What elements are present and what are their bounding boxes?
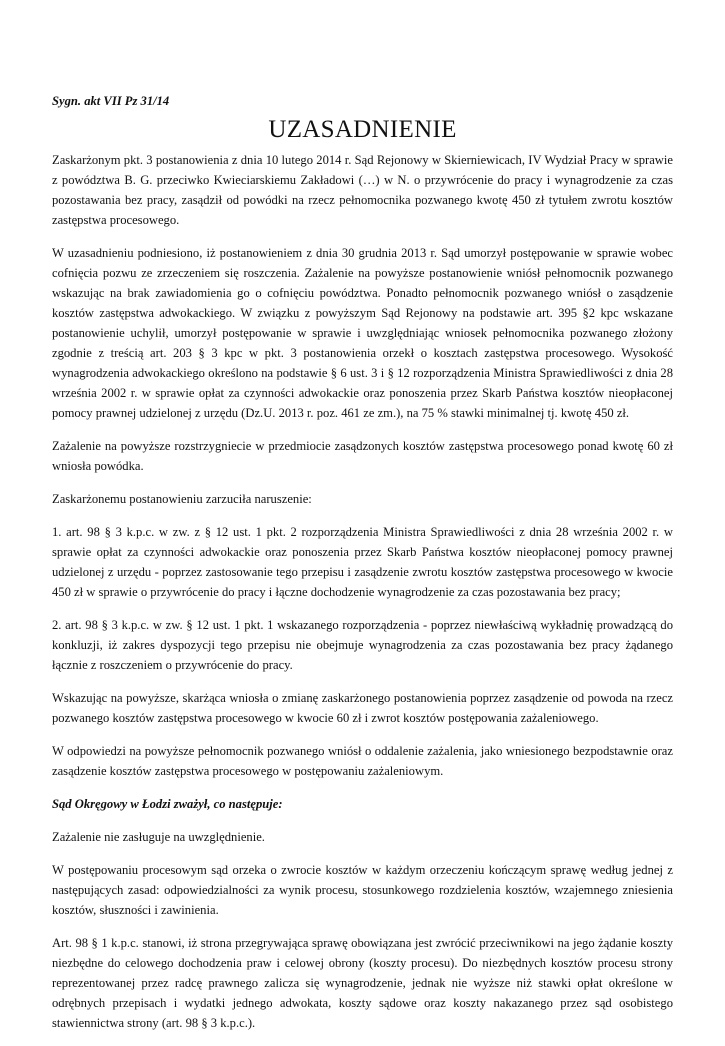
paragraph-5: 1. art. 98 § 3 k.p.c. w zw. z § 12 ust. 1 pkt. 2 rozporządzenia Ministra Sprawiedliwości z dnia 28 września 2002 r. w sprawie opłat za czynności adwokackie oraz ponoszenia przez Skarb Państwa kosztów nieopłaconej pomocy prawnej udzielonej z urzędu - poprzez zastosowanie tego przepisu i zasądzenie zwrotu kosztów zastępstwa procesowego w kwocie 450 zł w sprawie o przywrócenie do pracy i łączne dochodzenie wynagrodzenie za czas pozostawania bez pracy;	[52, 525, 673, 599]
paragraph-1: Zaskarżonym pkt. 3 postanowienia z dnia 10 lutego 2014 r. Sąd Rejonowy w Skierniewicach, IV Wydział Pracy w sprawie z powództwa B. G. przeciwko Kwieciarskiemu Zakładowi (…) w N. o przywrócenie do pracy i wynagrodzenie za czas pozostawania bez pracy, zasądził od powódki na rzecz pełnomocnika pozwanego kwotę 450 zł tytułem zwrotu kosztów zastępstwa procesowego.	[52, 153, 673, 227]
case-signature: Sygn. akt VII Pz 31/14	[52, 94, 170, 108]
document-title: UZASADNIENIE	[268, 116, 457, 143]
closing-paragraph-3: Art. 98 § 1 k.p.c. stanowi, iż strona przegrywająca sprawę obowiązana jest zwrócić przeciwnikowi na jego żądanie koszty niezbędne do celowego dochodzenia praw i celowej obrony (koszty procesu). Do niezbędnych kosztów procesu strony reprezentowanej przez radcę prawnego zalicza się wynagrodzenie, jednak nie wyższe niż stawki opłat określone w odrębnych przepisach i wydatki jednego adwokata, koszty sądowe oraz koszty nakazanego przez sąd osobistego stawiennictwa strony (art. 98 § 3 k.p.c.).	[52, 936, 673, 1030]
paragraph-3: Zażalenie na powyższe rozstrzygniecie w przedmiocie zasądzonych kosztów zastępstwa procesowego ponad kwotę 60 zł wniosła powódka.	[52, 439, 673, 473]
paragraph-2: W uzasadnieniu podniesiono, iż postanowieniem z dnia 30 grudnia 2013 r. Sąd umorzył postępowanie w sprawie wobec cofnięcia pozwu ze zrzeczeniem się roszczenia. Zażalenie na powyższe postanowienie wniósł pełnomocnik pozwanego wskazując na brak zawiadomienia go o cofnięciu powództwa. Ponadto pełnomocnik pozwanego wniósł o zasądzenie kosztów zastępstwa adwokackiego. W związku z powyższym Sąd Rejonowy na podstawie art. 395 §2 kpc wskazane postanowienie uchylił, umorzył postępowanie w sprawie i uwzględniając wniosek pełnomocnika pozwanego złożony zgodnie z treścią art. 203 § 3 kpc w pkt. 3 postanowienia orzekł o kosztach zastępstwa procesowego. Wysokość wynagrodzenia adwokackiego określono na podstawie § 6 ust. 3 i § 12 rozporządzenia Ministra Sprawiedliwości z dnia 28 września 2002 r. w sprawie opłat za czynności adwokackie oraz ponoszenia przez Skarb Państwa kosztów nieopłaconej pomocy prawnej udzielonej z urzędu (Dz.U. 2013 r. poz. 461 ze zm.), na 75 % stawki minimalnej tj. kwotę 450 zł.	[52, 246, 673, 420]
court-heading: Sąd Okręgowy w Łodzi zważył, co następuje:	[52, 797, 283, 811]
paragraph-6: 2. art. 98 § 3 k.p.c. w zw. § 12 ust. 1 pkt. 1 wskazanego rozporządzenia - poprzez niewłaściwą wykładnię prowadzącą do konkluzji, iż zakres dyspozycji tego przepisu nie obejmuje wynagrodzenia za czas pozostawania bez pracy żądanego łącznie z roszczeniem o przywrócenie do pracy.	[52, 618, 673, 672]
paragraph-4: Zaskarżonemu postanowieniu zarzuciła naruszenie:	[52, 492, 312, 506]
document-page	[52, 92, 673, 1046]
paragraph-7: Wskazując na powyższe, skarżąca wniosła o zmianę zaskarżonego postanowienia poprzez zasądzenie od powoda na rzecz pozwanego kosztów zastępstwa procesowego w kwocie 60 zł i zwrot kosztów postępowania zażaleniowego.	[52, 691, 673, 725]
paragraph-8: W odpowiedzi na powyższe pełnomocnik pozwanego wniósł o oddalenie zażalenia, jako wniesionego bezpodstawnie oraz zasądzenie kosztów zastępstwa procesowego w postępowaniu zażaleniowym.	[52, 744, 673, 778]
closing-paragraph-2: W postępowaniu procesowym sąd orzeka o zwrocie kosztów w każdym orzeczeniu kończącym sprawę według jednej z następujących zasad: odpowiedzialności za wynik procesu, stosunkowego rozdzielenia kosztów, wzajemnego zniesienia kosztów, słuszności i zawinienia.	[52, 863, 673, 917]
closing-paragraph-1: Zażalenie nie zasługuje na uwzględnienie.	[52, 830, 265, 844]
